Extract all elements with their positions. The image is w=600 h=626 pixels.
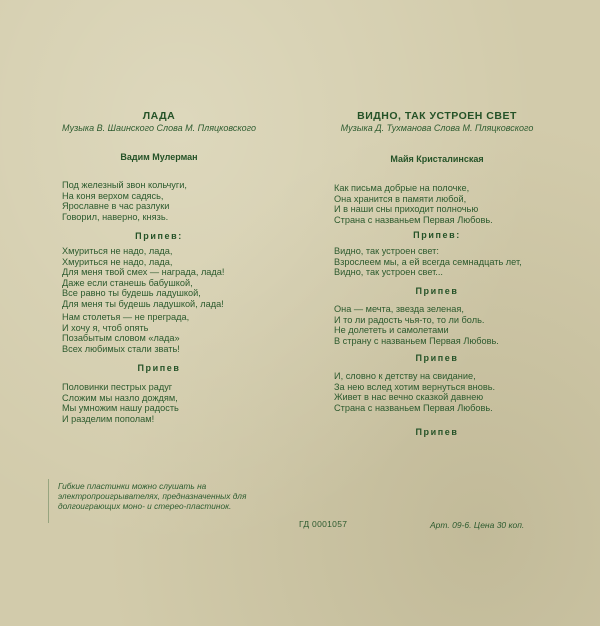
lyric-line: Как письма добрые на полочке,: [334, 183, 470, 193]
lyric-line: Мы умножим нашу радость: [62, 403, 179, 414]
performer: Майя Кристалинская: [390, 154, 484, 164]
verse-2: [334, 304, 499, 346]
playback-note: Гибкие пластинки можно слушать на электропроигрывателях, предназначенных для долгоиграющих моно- и стерео-пластинок.: [58, 481, 247, 512]
verse-3: [334, 371, 495, 413]
song-title: ВИДНО, ТАК УСТРОЕН СВЕТ: [357, 110, 517, 122]
footer-divider: [48, 479, 49, 523]
song-credits: Музыка В. Шаинского Слова М. Пляцковского: [62, 123, 256, 133]
verse-2: [62, 312, 189, 354]
lyric-line: Все равно ты будешь ладушкой,: [62, 288, 201, 299]
lyric-line: Говорил, наверно, князь.: [62, 211, 169, 222]
verse-1: [62, 180, 187, 222]
lyric-line: Сложим мы назло дождям,: [62, 392, 178, 403]
lyric-line: Она хранится в памяти любой,: [334, 193, 467, 204]
lyric-line: И разделим пополам!: [62, 413, 155, 424]
song-credits: Музыка Д. Тухманова Слова М. Пляцковского: [340, 123, 534, 133]
lyric-line: Позабытым словом «лада»: [62, 333, 180, 344]
lyric-line: Хмуриться не надо, лада,: [62, 246, 173, 256]
lyric-line: И, словно к детству на свидание,: [334, 371, 476, 381]
lyric-line: Она — мечта, звезда зеленая,: [334, 304, 464, 314]
lyric-line: И хочу я, чтоб опять: [62, 322, 149, 333]
chorus-label: Припев:: [413, 230, 461, 240]
song-title: ЛАДА: [142, 110, 176, 122]
lyric-line: Ярославне в час разлуки: [62, 201, 170, 212]
lyric-line: Хмуриться не надо, лада,: [62, 256, 173, 267]
lyric-line: Нам столетья — не преграда,: [62, 312, 190, 322]
lyric-line: Видно, так устроен свет:: [334, 246, 439, 256]
lyric-line: Для меня твой смех — награда, лада!: [62, 267, 225, 278]
lyric-line: Страна с названьем Первая Любовь.: [334, 402, 493, 413]
chorus-label: Припев: [415, 286, 459, 296]
catalog-number: ГД 0001057: [299, 519, 348, 529]
chorus-lyrics: [62, 246, 224, 310]
lyric-line: Видно, так устроен свет...: [334, 267, 443, 278]
chorus-label: Припев: [415, 353, 459, 363]
verse-1: [334, 183, 493, 225]
lyric-line: Всех любимых стали звать!: [62, 343, 180, 354]
lyric-line: В страну с названьем Первая Любовь.: [334, 335, 499, 346]
lyric-line: И то ли радость чья-то, то ли боль.: [334, 314, 485, 325]
lyric-line: Даже если станешь бабушкой,: [62, 277, 193, 288]
lyric-line: Живет в нас вечно сказкой давнею: [334, 392, 484, 403]
lyric-line: Взрослеем мы, а ей всегда семнадцать лет,: [334, 256, 522, 267]
lyric-line: Страна с названьем Первая Любовь.: [334, 214, 493, 225]
chorus-label: Припев:: [135, 231, 183, 241]
lyric-line: Не долететь и самолетами: [334, 325, 449, 336]
chorus-label: Припев: [415, 427, 459, 437]
price-label: Арт. 09-6. Цена 30 коп.: [430, 520, 525, 530]
lyric-line: Под железный звон кольчуги,: [62, 180, 187, 190]
song-lada: [34, 0, 284, 470]
lyric-line: Половинки пестрых радуг: [62, 382, 173, 392]
performer: Вадим Мулерман: [120, 152, 198, 162]
verse-3: [62, 382, 179, 424]
lyric-line: И в наши сны приходит полночью: [334, 204, 479, 215]
lyric-line: За нею вслед хотим вернуться вновь.: [334, 381, 496, 392]
chorus-label: Припев: [137, 363, 181, 373]
chorus-lyrics: [334, 246, 522, 278]
song-vidno-tak-ustroen-svet: [306, 0, 568, 470]
lyric-line: На коня верхом садясь,: [62, 190, 164, 201]
lyric-line: Для меня ты будешь ладушкой, лада!: [62, 298, 224, 309]
